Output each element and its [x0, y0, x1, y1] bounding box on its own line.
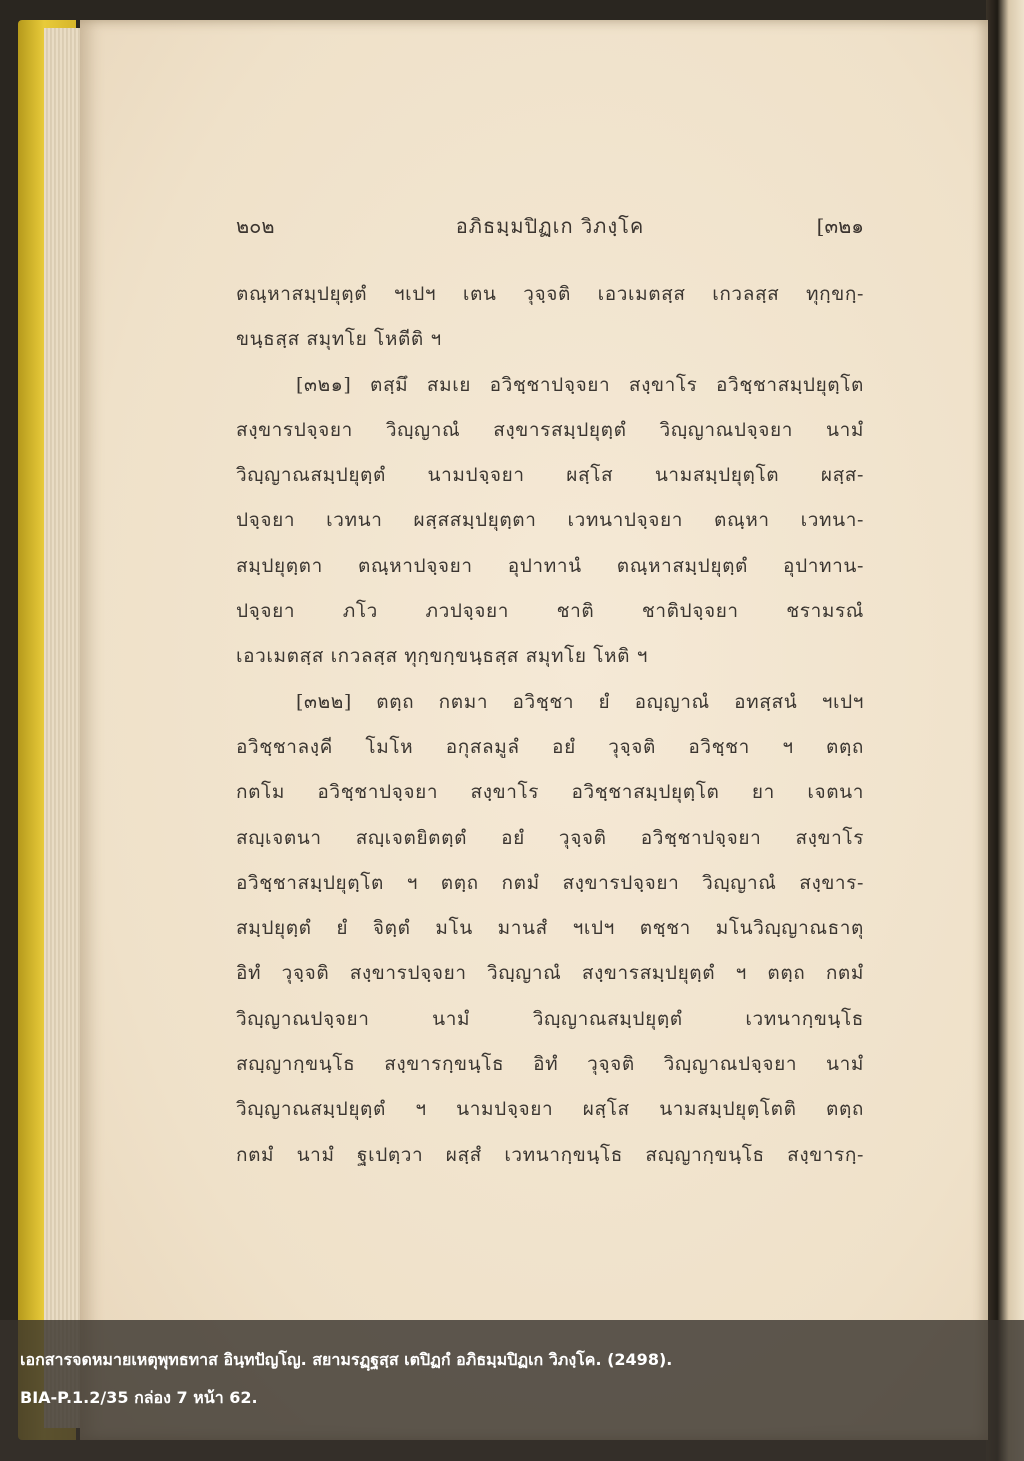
text-line: วิญฺญาณปจฺจยา นามํ วิญฺญาณสมฺปยุตฺตํ เวทนากฺขนฺโธ: [236, 1007, 864, 1030]
text-line: สมฺปยุตฺตา ตณฺหาปจฺจยา อุปาทานํ ตณฺหาสมฺปยุตฺตํ อุปาทาน-: [236, 554, 864, 577]
text-line: กตมํ นามํ ฐเปตฺวา ผสฺสํ เวทนากฺขนฺโธ สญฺญากฺขนฺโธ สงฺขารกฺ-: [236, 1143, 864, 1166]
text-line: ขนฺธสฺส สมุทโย โหตีติ ฯ: [236, 328, 442, 351]
text-line: สมฺปยุตฺตํ ยํ จิตฺตํ มโน มานสํ ฯเปฯ ตชฺชา มโนวิญฺญาณธาตุ: [236, 917, 864, 940]
caption-reference: BIA-P.1.2/35 กล่อง 7 หน้า 62.: [20, 1388, 258, 1407]
section-reference: [๓๒๑: [816, 214, 864, 238]
caption-citation: เอกสารจดหมายเหตุพุทธทาส อินฺทปัญโญ. สยามรฏฺฐสฺส เตปิฏกํ อภิธมฺมปิฏเก วิภงฺโค. (2498).: [20, 1350, 673, 1369]
text-line: [๓๒๑] ตสฺมึ สมเย อวิชฺชาปจฺจยา สงฺขาโร อวิชฺชาสมฺปยุตฺโต: [296, 373, 864, 396]
running-title: อภิธมฺมปิฏเก วิภงฺโค: [455, 214, 645, 238]
text-line: วิญฺญาณสมฺปยุตฺตํ ฯ นามปจฺจยา ผสฺโส นามสมฺปยุตฺโตติ ตตฺถ: [236, 1098, 864, 1121]
caption-bar: [0, 1320, 1024, 1461]
text-line: สงฺขารปจฺจยา วิญฺญาณํ สงฺขารสมฺปยุตฺตํ วิญฺญาณปจฺจยา นามํ: [236, 418, 864, 441]
text-line: ตณฺหาสมฺปยุตฺตํ ฯเปฯ เตน วุจฺจติ เอวเมตสฺส เกวลสฺส ทุกฺขกฺ-: [236, 283, 864, 305]
page-edges: [44, 28, 84, 1428]
text-line: อวิชฺชาสมฺปยุตฺโต ฯ ตตฺถ กตมํ สงฺขารปจฺจยา วิญฺญาณํ สงฺขาร-: [236, 871, 864, 894]
text-line: สญฺเจตนา สญฺเจตยิตตฺตํ อยํ วุจฺจติ อวิชฺชาปจฺจยา สงฺขาโร: [236, 826, 864, 849]
page-number: ๒๐๒: [236, 214, 275, 238]
page-header: [236, 210, 864, 244]
text-line: วิญฺญาณสมฺปยุตฺตํ นามปจฺจยา ผสฺโส นามสมฺปยุตฺโต ผสฺส-: [236, 464, 864, 487]
text-line: อวิชฺชาลงฺคี โมโห อกุสลมูลํ อยํ วุจฺจติ อวิชฺชา ฯ ตตฺถ: [236, 735, 864, 758]
text-line: สญฺญากฺขนฺโธ สงฺขารกฺขนฺโธ อิทํ วุจฺจติ วิญฺญาณปจฺจยา นามํ: [236, 1053, 864, 1076]
text-line: อิทํ วุจฺจติ สงฺขารปจฺจยา วิญฺญาณํ สงฺขารสมฺปยุตฺตํ ฯ ตตฺถ กตมํ: [236, 962, 864, 985]
book-cover-right: [986, 0, 1024, 1461]
text-line: [๓๒๒] ตตฺถ กตมา อวิชฺชา ยํ อญฺญาณํ อทสฺสนํ ฯเปฯ: [296, 690, 864, 713]
text-line: ปจฺจยา เวทนา ผสฺสสมฺปยุตฺตา เวทนาปจฺจยา ตณฺหา เวทนา-: [236, 509, 864, 532]
page-body-text: [236, 272, 864, 1178]
text-line: กตโม อวิชฺชาปจฺจยา สงฺขาโร อวิชฺชาสมฺปยุตฺโต ยา เจตนา: [236, 781, 864, 804]
text-line: ปจฺจยา ภโว ภวปจฺจยา ชาติ ชาติปจฺจยา ชรามรณํ: [236, 600, 864, 623]
text-line: เอวเมตสฺส เกวลสฺส ทุกฺขกฺขนฺธสฺส สมุทโย โหติ ฯ: [236, 645, 649, 668]
